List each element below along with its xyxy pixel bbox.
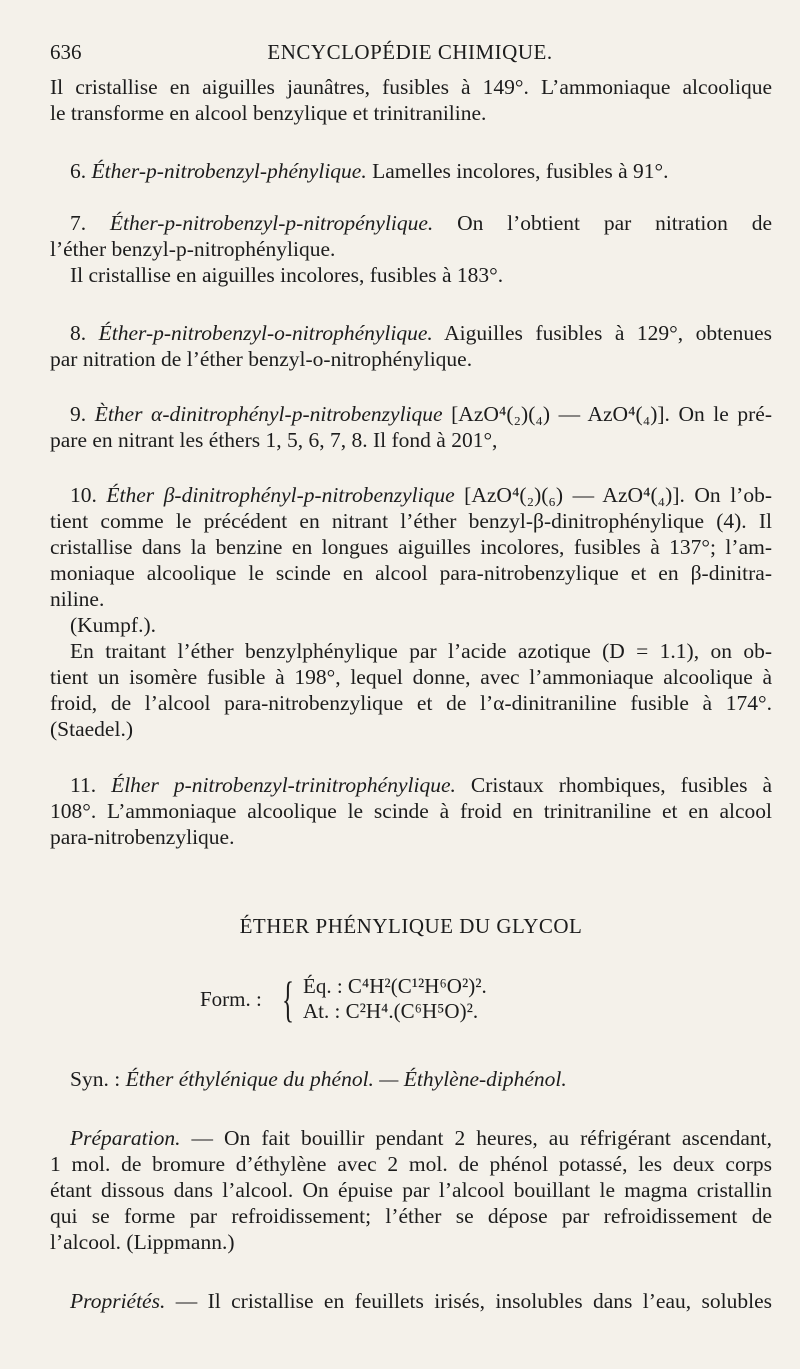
preparation	[50, 1125, 772, 1255]
item-text: Aiguilles fusibles à 129°, obtenues	[432, 321, 773, 345]
formula-rows	[303, 974, 487, 1024]
text-line: le transforme en alcool benzylique et trinitraniline.	[50, 101, 487, 125]
item-text: On l’obtient par nitration de	[433, 211, 772, 235]
item-line	[50, 772, 772, 798]
text-line: En traitant l’éther benzylphénylique par l’acide azotique (D = 1.1), on ob-	[70, 639, 772, 663]
item-number: 9.	[70, 402, 87, 426]
item-text: Cristaux rhombiques, fusibles à	[455, 773, 772, 797]
text-line: moniaque alcoolique le scinde en alcool para-nitrobenzylique et en β-dinitra-	[50, 561, 772, 585]
formula-atoms: At. : C²H⁴.(C⁶H⁵O)².	[303, 999, 479, 1023]
compound-name: Èther α-dinitrophényl-p-nitrobenzylique	[94, 402, 443, 426]
compound-name: Éther β-dinitrophényl-p-nitrobenzylique	[106, 483, 455, 507]
formula-label: Form. :	[200, 987, 262, 1011]
item-line	[50, 158, 772, 184]
props-text: — Il cristallise en feuillets irisés, insolubles dans l’eau, solubles	[165, 1289, 772, 1313]
item-11	[50, 772, 772, 850]
running-title: ENCYCLOPÉDIE CHIMIQUE.	[267, 40, 553, 64]
properties	[50, 1288, 772, 1314]
text-line: qui se forme par refroidissement; l’éther se dépose par refroidissement de	[50, 1204, 772, 1228]
text-line: pare en nitrant les éthers 1, 5, 6, 7, 8. Il fond à 201°,	[50, 428, 498, 452]
text-line: niline.	[50, 587, 105, 611]
item-number: 11.	[70, 773, 97, 797]
text-line: étant dissous dans l’alcool. On épuise par l’alcool bouillant le magma cristallin	[50, 1178, 772, 1202]
text-line: tient comme le précédent en nitrant l’éther benzyl-β-dinitrophénylique (4). Il	[50, 509, 772, 533]
text-line: Il cristallise en aiguilles incolores, fusibles à 183°.	[70, 263, 504, 287]
brace-icon: {	[282, 971, 294, 1027]
item-10	[50, 482, 772, 742]
compound-name: Élher p-nitrobenzyl-trinitrophénylique.	[111, 773, 456, 797]
text-line: l’alcool. (Lippmann.)	[50, 1230, 235, 1254]
item-number: 8.	[70, 321, 87, 345]
syn-label: Syn. :	[70, 1067, 126, 1091]
text-line: tient un isomère fusible à 198°, lequel donne, avec l’ammoniaque alcoolique à	[50, 665, 772, 689]
page-header	[50, 40, 770, 70]
text-line: para-nitrobenzylique.	[50, 825, 235, 849]
synonyms	[50, 1066, 772, 1092]
item-7	[50, 210, 772, 288]
item-text: [AzO⁴(₂)(₄) — AzO⁴(₄)]. On le pré-	[442, 402, 773, 426]
text-line: cristallise dans la benzine en longues aiguilles incolores, fusibles à 137°; l’am-	[50, 535, 772, 559]
item-6	[50, 158, 772, 184]
prep-line	[50, 1125, 772, 1151]
item-number: 7.	[70, 211, 87, 235]
compound-name: Éther-p-nitrobenzyl-phénylique.	[91, 159, 367, 183]
section-title: ÉTHER PHÉNYLIQUE DU GLYCOL	[239, 914, 583, 938]
item-line	[50, 210, 772, 236]
item-line	[50, 401, 772, 427]
text-line: par nitration de l’éther benzyl-o-nitrophénylique.	[50, 347, 473, 371]
text-line: 1 mol. de bromure d’éthylène avec 2 mol. de phénol potassé, les deux corps	[50, 1152, 772, 1176]
item-line	[50, 320, 772, 346]
text-line: l’éther benzyl-p-nitrophénylique.	[50, 237, 336, 261]
paragraph-intro	[50, 74, 772, 126]
text-line: froid, de l’alcool para-nitrobenzylique et de l’α-dinitraniline fusible à 174°.	[50, 691, 772, 715]
syn-line	[50, 1066, 772, 1092]
item-number: 10.	[70, 483, 97, 507]
formula-equivalents: Éq. : C⁴H²(C¹²H⁶O²)².	[303, 974, 487, 998]
prep-text: — On fait bouillir pendant 2 heures, au réfrigérant ascendant,	[180, 1126, 772, 1150]
props-label: Propriétés.	[70, 1289, 166, 1313]
text-line: 108°. L’ammoniaque alcoolique le scinde à froid en trinitraniline et en alcool	[50, 799, 772, 823]
text-line: Il cristallise en aiguilles jaunâtres, fusibles à 149°. L’ammoniaque alcoolique	[50, 75, 772, 99]
item-8	[50, 320, 772, 372]
text-line: (Staedel.)	[50, 717, 133, 741]
compound-name: Éther-p-nitrobenzyl-p-nitropénylique.	[109, 211, 434, 235]
text-line: (Kumpf.).	[70, 613, 156, 637]
props-line	[50, 1288, 772, 1314]
item-number: 6.	[70, 159, 87, 183]
item-text: [AzO⁴(₂)(₆) — AzO⁴(₄)]. On l’ob-	[454, 483, 772, 507]
page-number: 636	[50, 40, 82, 64]
compound-name: Éther-p-nitrobenzyl-o-nitrophénylique.	[98, 321, 433, 345]
prep-label: Préparation.	[70, 1126, 181, 1150]
syn-text: Éther éthylénique du phénol. — Éthylène-diphénol.	[125, 1067, 567, 1091]
item-line	[50, 482, 772, 508]
item-text: Lamelles incolores, fusibles à 91°.	[366, 159, 669, 183]
item-9	[50, 401, 772, 453]
